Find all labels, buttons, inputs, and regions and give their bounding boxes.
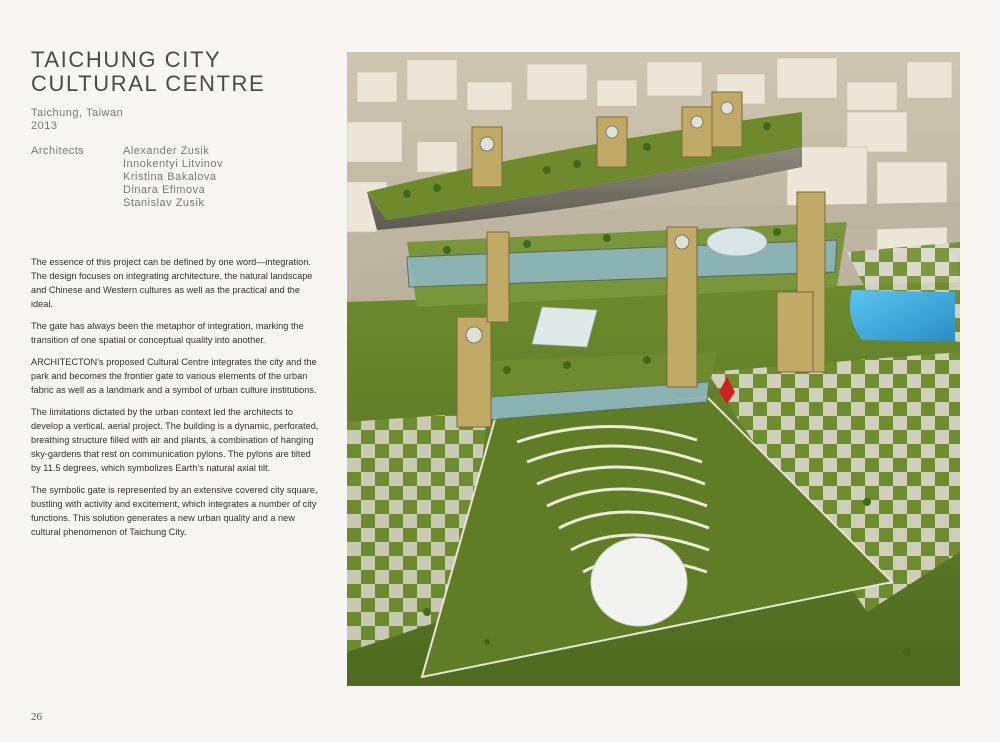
description-paragraph: The essence of this project can be defined by one word—integration. The design focuses on integrating architecture, the natural landscape and Chinese and Western cultures as well as the practical and the ideal. — [31, 257, 313, 309]
project-description — [31, 255, 321, 547]
project-title-line-1: TAICHUNG CITY — [31, 47, 222, 72]
architect-name: Innokentyi Litvinov — [123, 158, 223, 170]
architectural-rendering — [347, 52, 960, 686]
architect-name: Alexander Zusik — [123, 145, 210, 157]
architect-name: Stanislav Zusik — [123, 197, 205, 209]
description-paragraph: ARCHITECTON’s proposed Cultural Centre integrates the city and the park and becomes the frontier gate to various elements of the urban fabric as well as a landmark and a symbol of urban culture institutions. — [31, 357, 317, 395]
pavilion — [591, 538, 687, 626]
rendering-illustration — [347, 52, 960, 686]
project-year: 2013 — [31, 120, 58, 132]
project-title — [31, 48, 265, 96]
architect-name: Dinara Efimova — [123, 184, 206, 196]
description-paragraph: The symbolic gate is represented by an extensive covered city square, bustling with activity and excitement, which integrates a number of city functions. This solution generates a new urban quality and a new cultural phenomenon of Taichung City. — [31, 485, 318, 537]
project-title-line-2: CULTURAL CENTRE — [31, 71, 266, 96]
description-paragraph: The gate has always been the metaphor of integration, marking the transition of one spatial or conceptual quality into another. — [31, 321, 304, 345]
project-location — [31, 107, 123, 133]
pool — [850, 290, 955, 342]
location-city: Taichung, Taiwan — [31, 107, 124, 119]
glass-dome — [707, 228, 767, 256]
description-paragraph: The limitations dictated by the urban context led the architects to develop a vertical, aerial project. The building is a dynamic, perforated, breathing structure filled with air and plants, a combination of hanging sky-gardens that rest on communication pylons. The pylons are tilted by 11.5 degrees, which symbolizes Earth’s natural axial tilt. — [31, 407, 319, 473]
architects-label: Architects — [31, 145, 85, 157]
architects-list — [123, 145, 223, 210]
skylight — [532, 307, 597, 347]
architect-name: Kristina Bakalova — [123, 171, 217, 183]
page-number: 26 — [31, 711, 42, 723]
